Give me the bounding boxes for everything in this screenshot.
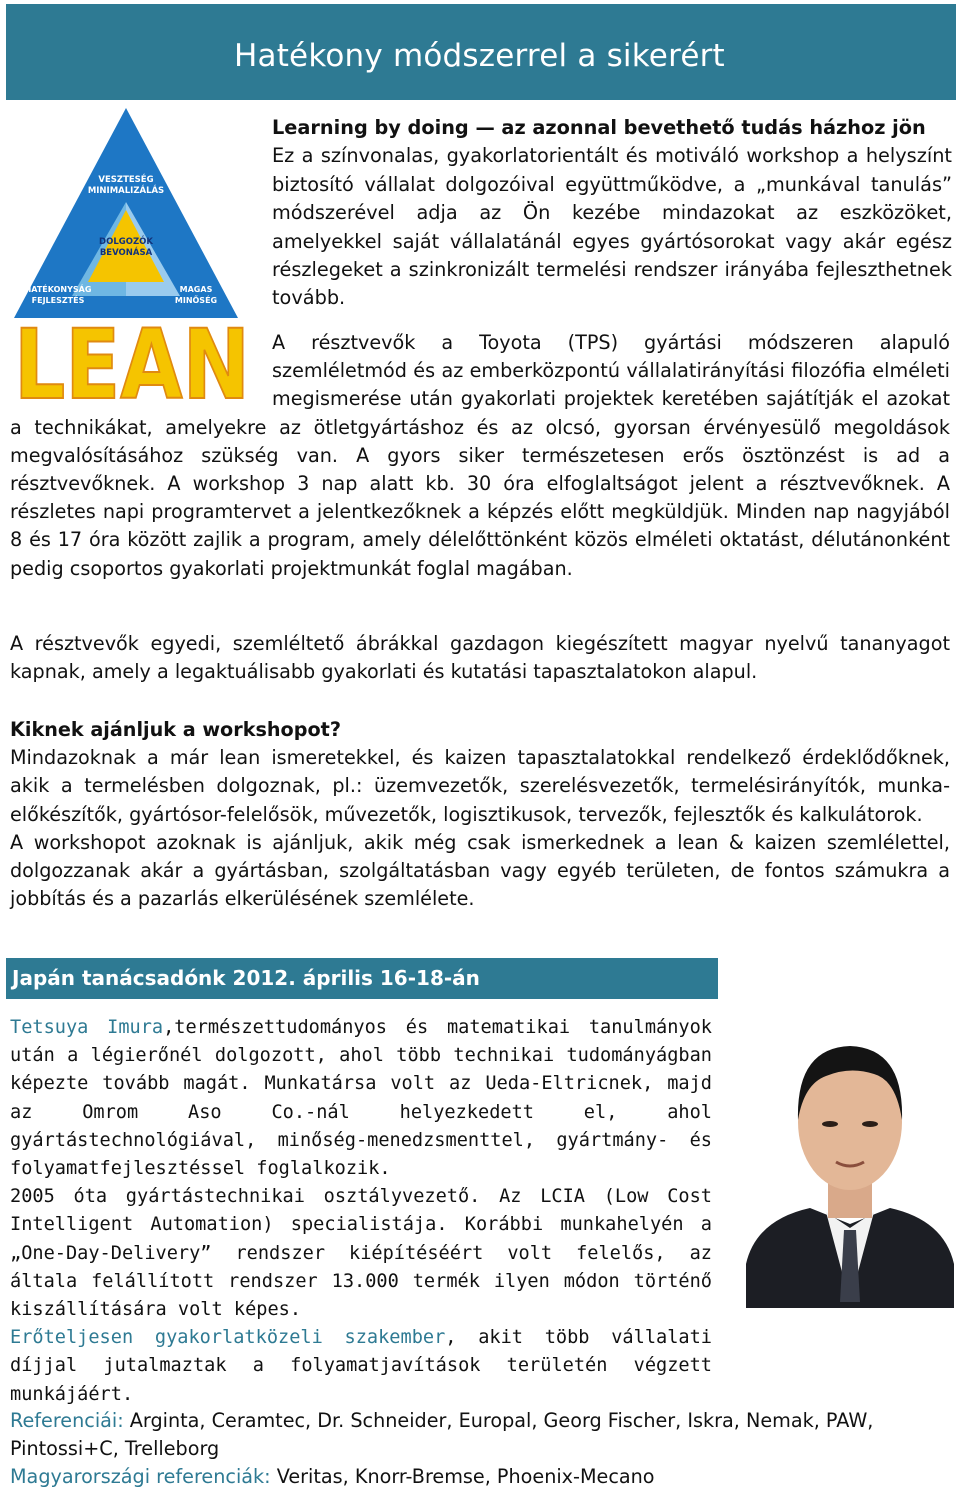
references-label: Referenciái: [10,1409,124,1432]
audience-section [10,716,950,913]
pyramid-center-label: DOLGOZÓK BEVONÁSA [99,237,153,258]
intro-text: Ez a színvonalas, gyakorlatorientált és motiváló workshop a helyszínt biztosító vállalat dolgozóival együttműködve, a „munkával tanulás” módszerével adja az Ön kezébe mindazokat az eszközöket, amelyekkel saját vállalatánál egyes gyártósorokat vagy akár egész részlegeket a szinkronizált termelési rendszer irányába fejleszthetnek tovább. [272,144,952,310]
intro-paragraph [272,114,952,313]
photo-right-eye [862,1121,878,1127]
bio-paragraph-2: 2005 óta gyártástechnikai osztályvezető. Az LCIA (Low Cost Intelligent Automation) specialistája. Korábbi munkahelyén a „One-Day-Delivery” rendszer kiépítéséért volt felelős, az általa felállított rendszer 13.000 termék ilyen módon történő kiszállítására volt képes. [10,1186,712,1321]
audience-heading: Kiknek ajánljuk a workshopot? [10,718,341,741]
audience-paragraph-1: Mindazoknak a már lean ismeretekkel, és kaizen tapasztalatokkal rendelkező érdeklődőknek, akik a termelésben dolgoznak, pl.: üzemvezetők, szerelésvezetők, termelésirányítók, munka-előkészítők, gyártósor-felelősök, művezetők, logisztikusok, tervezők, fejlesztők és kalkulátorok. [10,746,950,826]
hu-references-label: Magyarországi referenciák: [10,1465,271,1489]
materials-text: A résztvevők egyedi, szemléltető ábrákkal gazdagon kiegészített magyar nyelvű tananyagot kapnak, amely a legaktuálisabb gyakorlati és kutatási tapasztalatokon alapul. [10,632,950,684]
pyramid-right-label: MAGAS MINŐSÉG [174,285,218,305]
consultant-banner-label: Japán tanácsadónk 2012. április 16-18-án [12,966,480,990]
logo-wrap-spacer [10,329,272,407]
hu-references-list: Veritas, Knorr-Bremse, Phoenix-Mecano [270,1465,655,1489]
bio-paragraph-3: , akit több vállalati díjjal jutalmaztak a folyamatjavítások területén végzett munkájáért. [10,1327,712,1405]
consultant-banner [6,958,718,999]
bio-highlight: Erőteljesen gyakorlatközeli szakember [10,1327,446,1349]
consultant-name: Tetsuya Imura [10,1017,164,1038]
page-header [6,4,956,100]
materials-paragraph [10,630,950,686]
photo-left-eye [822,1121,838,1127]
pyramid-top-label: VESZTESÉG MINIMALIZÁLÁS [87,175,165,196]
tps-text: A résztvevők a Toyota (TPS) gyártási módszeren alapuló szemléletmód és az emberközpontú vállalatirányítási filozófia elméleti megismerése után gyakorlati projektek keretében sajátítják el azokat a technikákat, amelyekre az ötletgyártáshoz és az olcsó, gyorsan érvényesülő megoldások megvalósításához szükség van. A gyors siker természetesen erős ösztönzést is ad a résztvevőknek. A workshop 3 nap alatt kb. 30 óra elfoglaltságot jelent a résztvevőknek. A részletes napi programtervet a jelentkezőknek a képzés előtt megküldjük. Minden nap nagyjából 8 és 17 óra között zajlik a program, amely délelőttönként közös elméleti oktatást, délutánonként pedig csoportos gyakorlati projektmunkát foglal magában. [10,331,950,580]
references-section [10,1407,950,1492]
intro-lead: Learning by doing — az azonnal bevethető tudás házhoz jön [272,116,926,139]
consultant-photo [746,1002,954,1308]
consultant-bio [10,1014,712,1409]
bio-paragraph-1: ,természettudományos és matematikai tanulmányok után a légierőnél dolgozott, ahol több technikai tudományágban képezte tovább magát. Munkatársa volt az Ueda-Eltricnek, majd az Omrom Aso Co.-nál helyezkedett el, ahol gyártástechnológiával, minőség-menedzsmenttel, gyártmány- és folyamatfejlesztéssel foglalkozik. [10,1017,712,1180]
audience-paragraph-2: A workshopot azoknak is ajánljuk, akik még csak ismerkednek a lean & kaizen szemlélettel, dolgozzanak akár a gyártásban, szolgáltatásban vagy egyéb területen, de fontos számukra a jobbítás és a pazarlás elkerülésének szemlélete. [10,830,950,911]
pyramid-left-label: HATÉKONYSÁG FEJLESZTÉS [24,285,92,305]
page-title: Hatékony módszerrel a sikerért [234,38,725,74]
tps-paragraph [10,329,950,583]
references-list: Arginta, Ceramtec, Dr. Schneider, Europal, Georg Fischer, Iskra, Nemak, PAW, Pintossi+C, Trelleborg [10,1409,874,1461]
lean-wordmark: LEAN [14,309,250,421]
